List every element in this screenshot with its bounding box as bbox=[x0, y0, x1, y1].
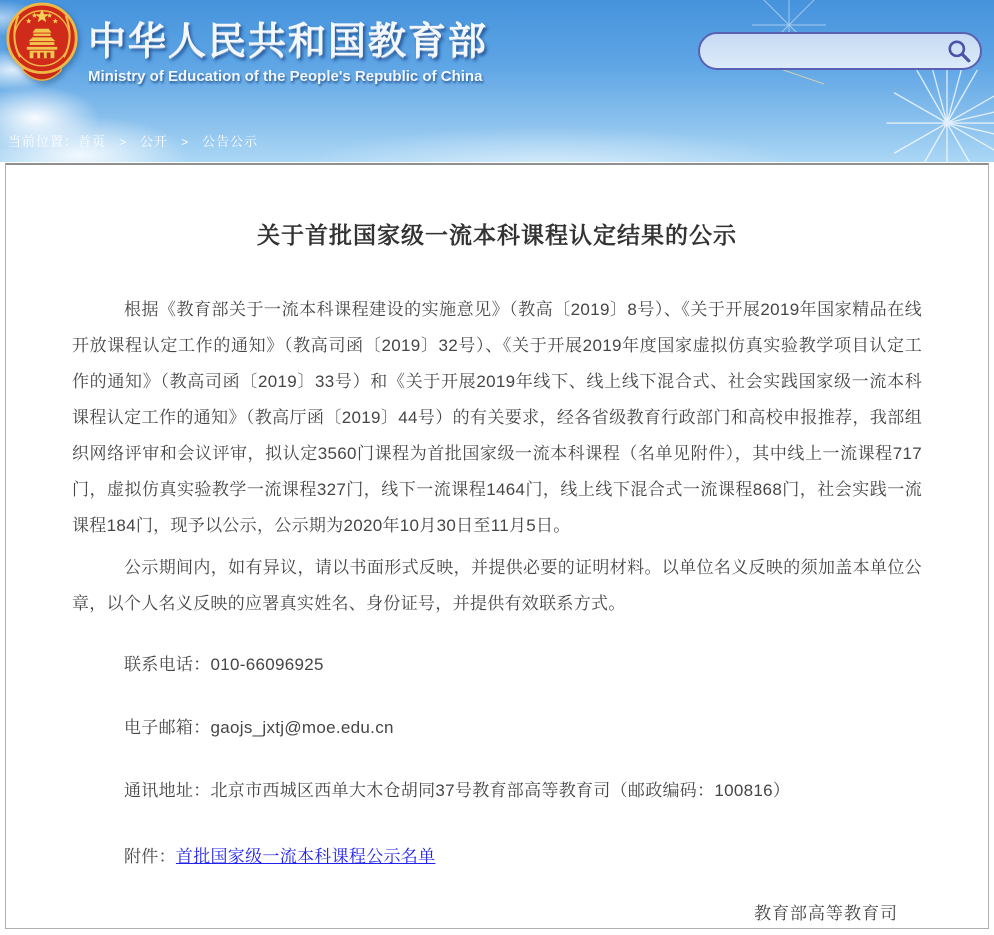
breadcrumb-item-gongkai[interactable]: 公开 bbox=[140, 134, 169, 149]
attachment-link[interactable]: 首批国家级一流本科课程公示名单 bbox=[175, 847, 436, 866]
contact-address-value: 北京市西城区西单大木仓胡同37号教育部高等教育司（邮政编码：100816） bbox=[210, 781, 791, 800]
breadcrumb-separator: > bbox=[119, 135, 128, 149]
article-paragraph-2: 公示期间内，如有异议，请以书面形式反映，并提供必要的证明材料。以单位名义反映的须加盖本单位公章，以个人名义反映的应署真实姓名、身份证号，并提供有效联系方式。 bbox=[72, 558, 922, 613]
attachment-line bbox=[72, 839, 922, 875]
contact-email-label: 电子邮箱： bbox=[124, 718, 211, 737]
contact-address-line bbox=[72, 773, 922, 809]
article-paragraph-1: 根据《教育部关于一流本科课程建设的实施意见》（教高〔2019〕8号）、《关于开展2019年国家精品在线开放课程认定工作的通知》（教高司函〔2019〕32号）、《关于开展2019年度国家虚拟仿真实验教学项目认定工作的通知》（教高司函〔2019〕33号）和《关于开展2019年线下、线上线下混合式、社会实践国家级一流本科课程认定工作的通知》（教高厅函〔2019〕44号）的有关要求，经各省级教育行政部门和高校申报推荐，我部组织网络评审和会议评审，拟认定3560门课程为首批国家级一流本科课程（名单见附件），其中线上一流课程717门，虚拟仿真实验教学一流课程327门，线下一流课程1464门，线上线下混合式一流课程868门，社会实践一流课程184门，现予以公示，公示期为2020年10月30日至11月5日。 bbox=[72, 300, 922, 535]
contact-email-line bbox=[72, 710, 922, 746]
search-input[interactable] bbox=[700, 34, 946, 68]
contact-phone-value: 010-66096925 bbox=[210, 655, 324, 674]
signature: 教育部高等教育司 bbox=[754, 904, 898, 923]
national-emblem-icon bbox=[4, 2, 80, 86]
site-header bbox=[0, 0, 994, 162]
site-title: 中华人民共和国教育部 bbox=[88, 21, 489, 63]
contact-address-label: 通讯地址： bbox=[124, 781, 211, 800]
site-branding bbox=[88, 10, 488, 85]
site-subtitle: Ministry of Education of the People's Republic of China bbox=[88, 68, 483, 85]
attachment-label: 附件： bbox=[124, 847, 176, 866]
article-title: 关于首批国家级一流本科课程认定结果的公示 bbox=[257, 222, 737, 248]
contact-phone-line bbox=[72, 647, 922, 683]
breadcrumb-item-home[interactable]: 首页 bbox=[78, 134, 107, 149]
article-container bbox=[5, 163, 989, 929]
contact-email-value: gaojs_jxtj@moe.edu.cn bbox=[210, 718, 394, 737]
breadcrumb-item-gonggao[interactable]: 公告公示 bbox=[202, 134, 259, 149]
contact-phone-label: 联系电话： bbox=[124, 655, 211, 674]
breadcrumb bbox=[8, 131, 258, 150]
breadcrumb-separator: > bbox=[181, 135, 190, 149]
search-icon[interactable] bbox=[946, 38, 972, 64]
search-box[interactable] bbox=[698, 32, 982, 70]
breadcrumb-prefix: 当前位置： bbox=[8, 134, 79, 149]
